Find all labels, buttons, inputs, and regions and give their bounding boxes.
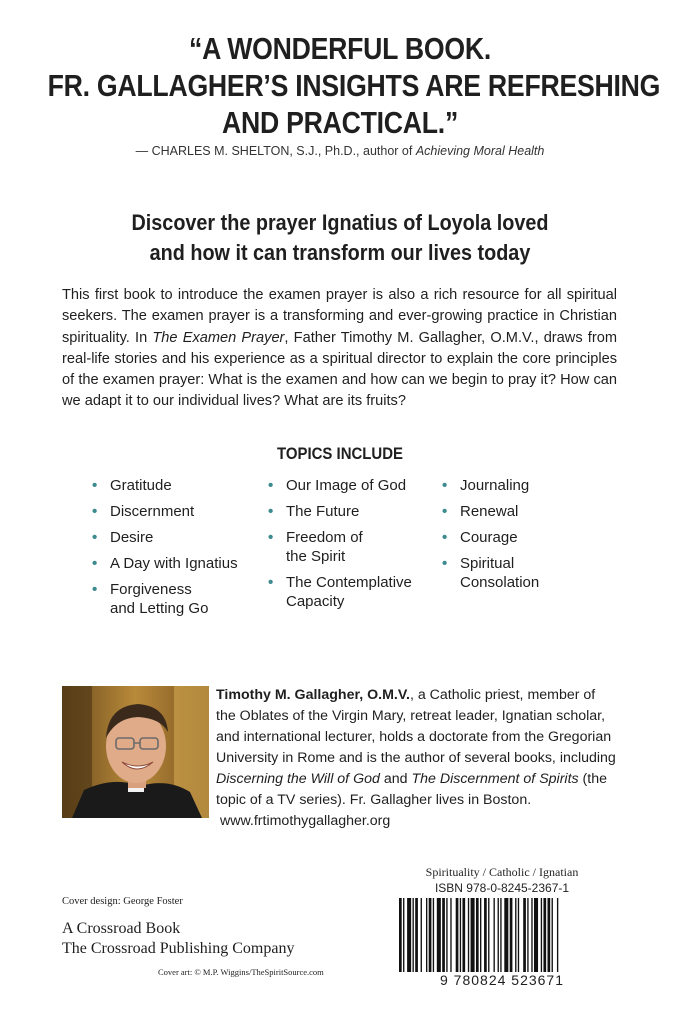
- quote-line-1: “A WONDERFUL BOOK.: [189, 31, 491, 66]
- bullet-icon: •: [442, 555, 448, 572]
- barcode-bar: [471, 898, 475, 972]
- author-name: Timothy M. Gallagher, O.M.V.: [216, 687, 410, 703]
- topic-label: Our Image of God: [286, 477, 407, 494]
- bullet-icon: •: [92, 581, 98, 598]
- barcode-bar: [460, 898, 461, 972]
- barcode-bar: [534, 898, 538, 972]
- author-photo: [62, 686, 209, 818]
- cover-art-credit: Cover art: © M.P. Wiggins/TheSpiritSource.com: [158, 967, 324, 977]
- barcode-bar: [426, 898, 427, 972]
- topic-item: [268, 502, 443, 521]
- quote-line-3: AND PRACTICAL.”: [221, 105, 459, 140]
- topic-label: Gratitude: [110, 477, 172, 494]
- attribution-book-title: Achieving Moral Health: [415, 144, 545, 158]
- topics-column-1: [92, 476, 267, 625]
- barcode-bar: [541, 898, 542, 972]
- topic-item: [268, 528, 443, 566]
- barcode-bar: [415, 898, 418, 972]
- topic-label-line-2: Consolation: [460, 574, 540, 591]
- barcode-panel: [384, 858, 620, 998]
- topic-label-line-2: the Spirit: [286, 548, 346, 565]
- topic-label: A Day with Ignatius: [110, 555, 238, 572]
- barcode-bar: [442, 898, 445, 972]
- barcode-bar: [488, 898, 489, 972]
- publisher-name: The Crossroad Publishing Company: [62, 940, 295, 957]
- author-bio: [216, 685, 618, 832]
- bullet-icon: •: [92, 529, 98, 546]
- publisher-imprint: A Crossroad Book: [62, 920, 181, 937]
- headline: [41, 208, 639, 268]
- barcode-bar: [450, 898, 451, 972]
- barcode-bar: [421, 898, 422, 972]
- topic-label: Desire: [110, 529, 154, 546]
- attribution-text: — CHARLES M. SHELTON, S.J., Ph.D., author of: [135, 144, 416, 158]
- bio-text-3: (the topic of a TV series). Fr. Gallagher lives in Boston.: [216, 771, 607, 808]
- description-part-1: This first book to introduce the examen prayer is also a rich resource for all spiritual seekers. The examen prayer is a transforming and ever-growing practice in Christian spirituality. In: [62, 287, 617, 346]
- bullet-icon: •: [268, 503, 274, 520]
- bullet-icon: •: [442, 529, 448, 546]
- blurb-quote: [47, 30, 661, 141]
- description-part-2: , Father Timothy M. Gallagher, O.M.V., draws from real-life stories and his experience as a spiritual director to explain the core principles of the examen prayer: What is the examen and how can we begin to pray it? How can we adapt it to our individual lives? What are its fruits?: [62, 329, 617, 410]
- book-description: [62, 285, 617, 413]
- barcode-bar: [476, 898, 479, 972]
- barcode-bar: [523, 898, 526, 972]
- bullet-icon: •: [268, 529, 274, 546]
- bullet-icon: •: [442, 477, 448, 494]
- barcode-bar: [446, 898, 447, 972]
- barcode-bar: [468, 898, 469, 972]
- topic-item: [442, 476, 617, 495]
- barcode-bar: [504, 898, 508, 972]
- barcode-bar: [399, 898, 402, 972]
- barcode-bar: [494, 898, 495, 972]
- barcode-bar: [557, 898, 558, 972]
- barcode-bar: [527, 898, 528, 972]
- barcode-bar: [437, 898, 441, 972]
- barcode-bar: [498, 898, 499, 972]
- author-website: www.frtimothygallagher.org: [219, 813, 391, 829]
- topic-label: The Future: [286, 503, 360, 520]
- topic-label-line-2: and Letting Go: [110, 600, 209, 617]
- bio-book-1: Discerning the Will of God: [216, 771, 380, 787]
- topic-item: [442, 528, 617, 547]
- barcode-bar: [510, 898, 513, 972]
- isbn-label: ISBN 978-0-8245-2367-1: [434, 881, 570, 895]
- topic-label: Courage: [460, 529, 518, 546]
- barcode-bar: [407, 898, 411, 972]
- author-portrait-illustration: [62, 686, 209, 818]
- topic-item: [92, 476, 267, 495]
- topic-label: Forgiveness: [110, 581, 192, 598]
- barcode-bar: [548, 898, 551, 972]
- barcode-bar: [552, 898, 553, 972]
- barcode-bar: [456, 898, 459, 972]
- bio-text-1: , a Catholic priest, member of the Oblates of the Virgin Mary, retreat leader, Ignatian scholar, and international lecturer, holds a doctorate from the Gregorian University in Rome and is the author of several books, including: [216, 687, 616, 766]
- topic-item: [92, 528, 267, 547]
- barcode-bar: [462, 898, 465, 972]
- headline-line-1: Discover the prayer Ignatius of Loyola loved: [131, 210, 549, 235]
- topics-heading: TOPICS INCLUDE: [276, 444, 404, 463]
- bio-book-2: The Discernment of Spirits: [411, 771, 579, 787]
- barcode-icon: [399, 898, 605, 972]
- barcode-bar: [413, 898, 414, 972]
- bullet-icon: •: [268, 477, 274, 494]
- barcode-bar: [433, 898, 434, 972]
- topic-label: Renewal: [460, 503, 519, 520]
- barcode-bar: [429, 898, 432, 972]
- topic-item: [442, 554, 617, 592]
- barcode-bar: [403, 898, 404, 972]
- bullet-icon: •: [92, 555, 98, 572]
- topics-column-2: [268, 476, 443, 618]
- quote-line-2: FR. GALLAGHER’S INSIGHTS ARE REFRESHING: [47, 68, 661, 103]
- bio-text-2: and: [379, 771, 412, 787]
- barcode-bar: [515, 898, 516, 972]
- bullet-icon: •: [268, 574, 274, 591]
- barcode-bar: [543, 898, 546, 972]
- topic-label: The Contemplative: [286, 574, 412, 591]
- headline-line-2: and how it can transform our lives today: [149, 240, 531, 265]
- barcode-bar: [480, 898, 481, 972]
- barcode-bar: [531, 898, 532, 972]
- quote-attribution: [0, 144, 680, 158]
- topic-item: [92, 554, 267, 573]
- topic-label-line-2: Capacity: [286, 593, 345, 610]
- cover-design-credit: Cover design: George Foster: [62, 896, 183, 907]
- barcode-bar: [500, 898, 501, 972]
- bullet-icon: •: [92, 503, 98, 520]
- topic-item: [92, 502, 267, 521]
- barcode-bar: [484, 898, 487, 972]
- barcode-digits: 9 780824 523671: [440, 972, 564, 988]
- topic-label: Spiritual: [460, 555, 515, 572]
- topics-column-3: [442, 476, 617, 599]
- topic-label: Journaling: [460, 477, 530, 494]
- bullet-icon: •: [442, 503, 448, 520]
- barcode-bar: [518, 898, 519, 972]
- topic-item: [268, 476, 443, 495]
- description-book-title: The Examen Prayer: [152, 329, 285, 346]
- topic-item: [268, 573, 443, 611]
- book-category: Spirituality / Catholic / Ignatian: [425, 865, 579, 879]
- topic-item: [442, 502, 617, 521]
- bullet-icon: •: [92, 477, 98, 494]
- topic-label: Freedom of: [286, 529, 363, 546]
- topic-label: Discernment: [110, 503, 195, 520]
- topic-item: [92, 580, 267, 618]
